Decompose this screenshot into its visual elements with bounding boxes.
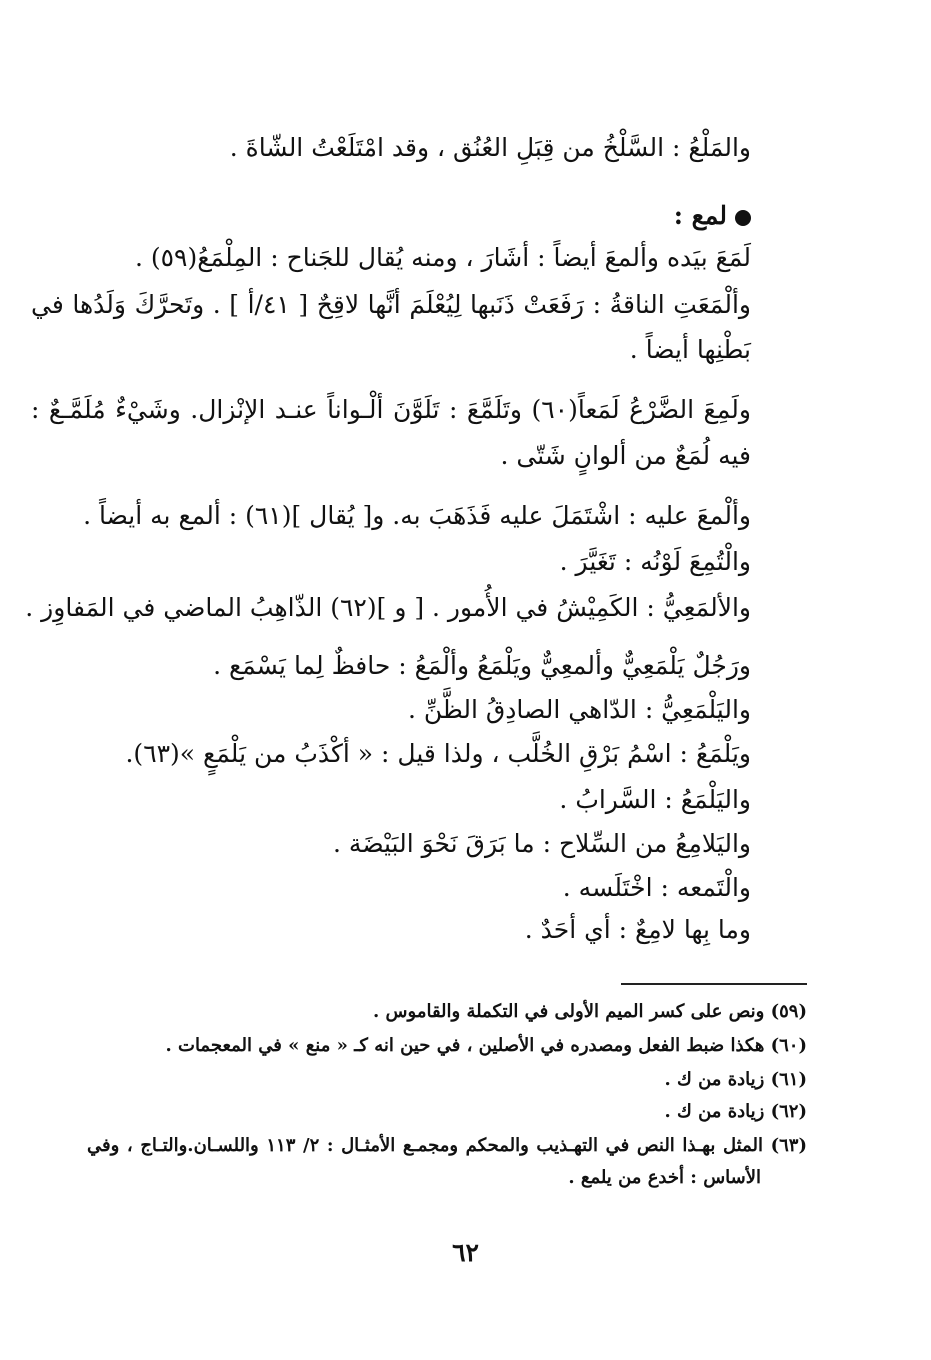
entry-line: ولَمِعَ الضَّرْعُ لَمَعاً(٦٠) وتَلَمَّعَ : تَلَوَّنَ ألْـواناً عنـد الإنْزال. وشَيْءٌ مُلَمَّـعٌ : bbox=[31, 395, 751, 424]
entry-line: واليَلْمَعُ : السَّرابُ . bbox=[559, 785, 751, 814]
entry-line: ويَلْمَعُ : اسْمُ بَرْقِ الخُلَّب ، ولذا قيل : « أكْذَبُ من يَلْمَعٍ »(٦٣). bbox=[125, 739, 751, 768]
entry-line: لَمَعَ بيَده وألمعَ أيضاً : أشَارَ ، ومنه يُقال للجَناح : المِلْمَعُ(٥٩) . bbox=[134, 243, 751, 272]
entry-line: وما بِها لامِعٌ : أي أحَدٌ . bbox=[524, 915, 751, 944]
heading-text: لمع : bbox=[673, 201, 727, 230]
entry-line: ورَجُلٌ يَلْمَعِيٌّ وألمعِيٌّ ويَلْمَعُ وألْمَعُ : حافظٌ لِما يَسْمَع . bbox=[213, 651, 751, 680]
entry-line: وألْمَعَتِ الناقةُ : رَفَعَتْ ذَنَبها لِيُعْلَمَ أنَّها لاقِحٌ [ ٤١/أ ] . وتَحرَّكَ وَلَدُها في bbox=[31, 290, 751, 319]
bullet-icon bbox=[735, 210, 751, 226]
entry-line: والْتُمِعَ لَوْنُه : تَغَيَّرَ . bbox=[559, 547, 751, 576]
entry-line: وألْمعَ عليه : اشْتَمَلَ عليه فَذَهَبَ به. و[ يُقال ](٦١) : ألمع به أيضاً . bbox=[83, 501, 751, 530]
footnote-61: (٦١) زيادة من ك . bbox=[664, 1069, 807, 1090]
entry-heading-lamaa bbox=[674, 196, 751, 236]
footnote-62: (٦٢) زيادة من ك . bbox=[664, 1101, 807, 1122]
footnote-separator bbox=[621, 983, 807, 985]
footnote-63-continuation: الأساس : أخدع من يلمع . bbox=[568, 1167, 761, 1188]
entry-line: واليَلامِعُ من السِّلاح : ما بَرَقَ نَحْوَ البَيْضَة . bbox=[333, 829, 751, 858]
entry-line: والْتَمعه : اخْتَلَسه . bbox=[562, 873, 751, 902]
entry-line: بَطْنِها أيضاً . bbox=[629, 335, 751, 364]
footnote-59: (٥٩) ونص على كسر الميم الأولى في التكملة والقاموس . bbox=[373, 1001, 807, 1022]
footnote-63: (٦٣) المثل بهـذا النص في التهـذيب والمحكم ومجمـع الأمثـال : ٢/ ١١٣ واللسـان.والتـاج ، وفي bbox=[87, 1135, 807, 1156]
footnote-60: (٦٠) هكذا ضبط الفعل ومصدره في الأصلين ، في حين انه كـ « منع » في المعجمات . bbox=[165, 1035, 807, 1056]
page-number: ٦٢ bbox=[452, 1238, 479, 1267]
entry-line: والألمَعِيُّ : الكَمِيْشُ في الأُمور . [ و ](٦٢) الذّاهِبُ الماضي في المَفاوِز . bbox=[25, 593, 751, 622]
entry-line-malu: والمَلْعُ : السَّلْخُ من قِبَلِ العُنُق ، وقد امْتَلَعْتُ الشّاةَ . bbox=[229, 133, 751, 162]
entry-line: واليَلْمَعِيُّ : الدّاهي الصادِقُ الظَّنِّ . bbox=[407, 695, 751, 724]
entry-line: فيه لُمَعٌ من ألوانٍ شَتّى . bbox=[500, 441, 751, 470]
